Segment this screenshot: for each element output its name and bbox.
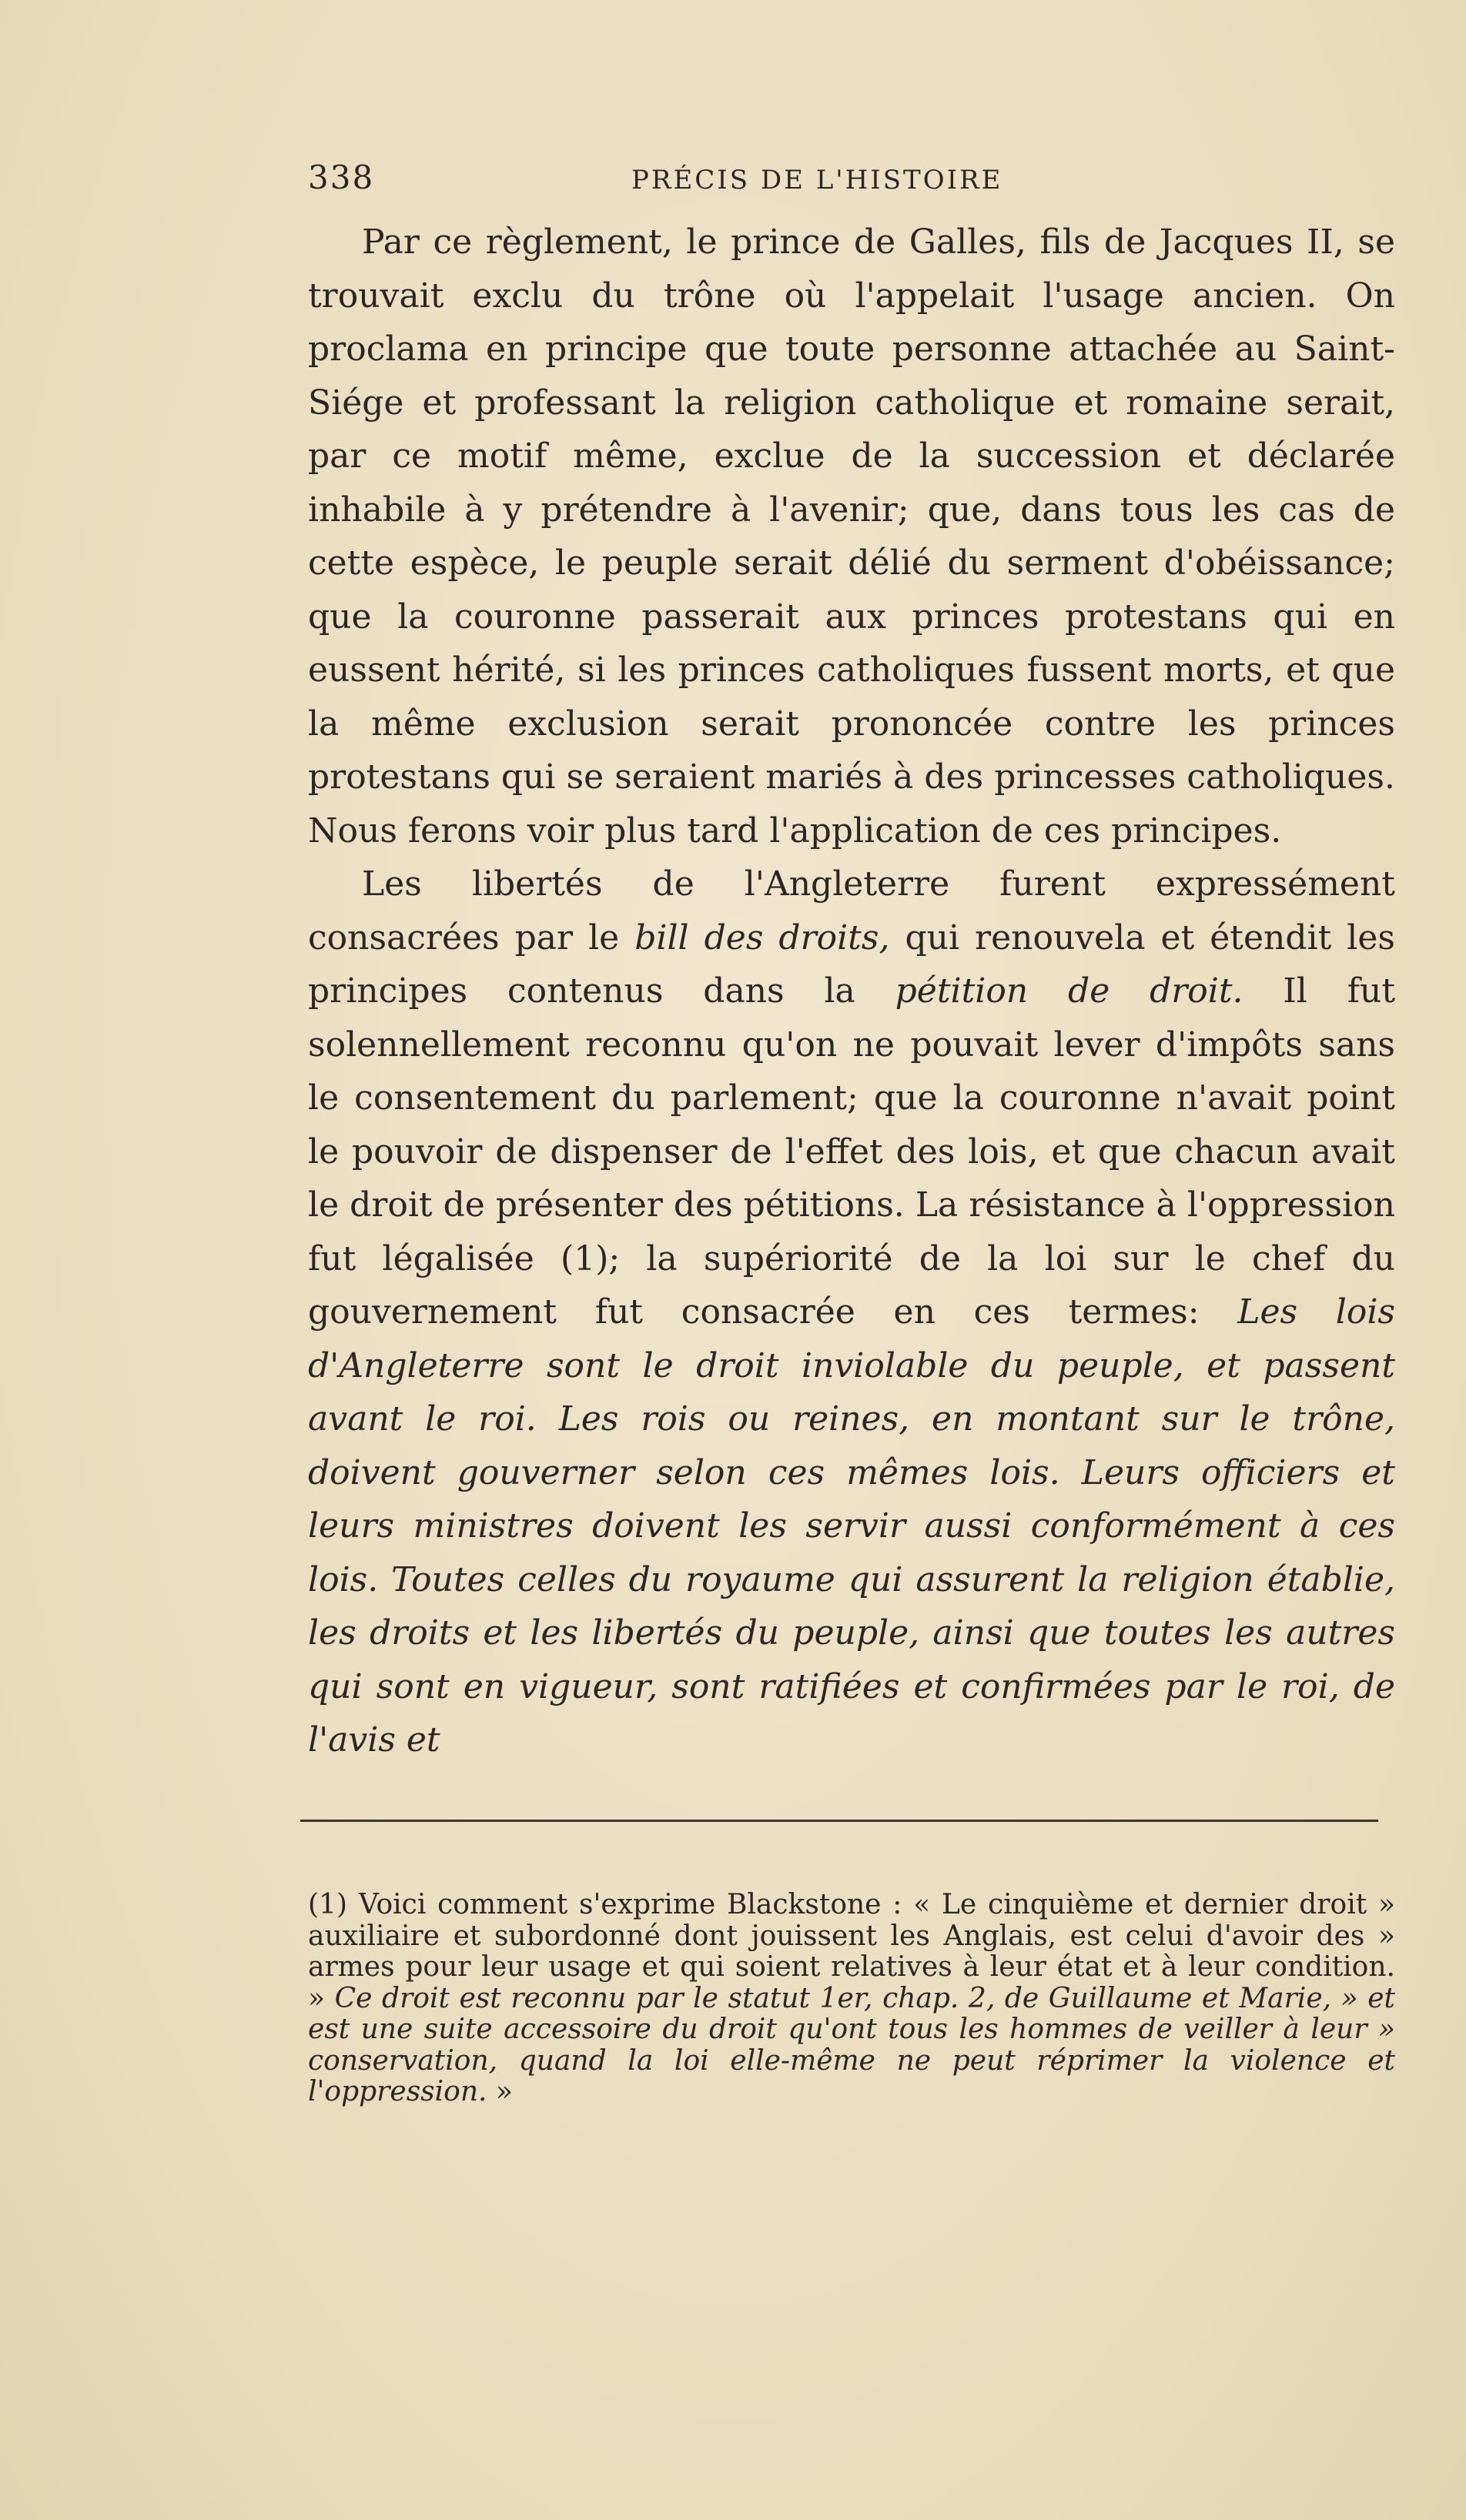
paragraph-2-part-c: Il fut solennellement reconnu qu'on ne pouvait lever d'impôts sans le consentement du parlement; que la couronne n'avait point le pouvoir de dispenser de l'effet des lois, et que chacun avait le droit de présenter des pétitions. La résistance à l'oppression fut légalisée (1); la supériorité de la loi sur le chef du gouvernement fut consacrée en ces termes: bbox=[308, 971, 1396, 1332]
paragraph-2-part-a: Les libertés de l'Angleterre furent expressément consacrées par le bbox=[308, 864, 1395, 958]
footnote-part-c: » bbox=[487, 2076, 513, 2107]
bill-des-droits: bill des droits, bbox=[634, 917, 890, 958]
footnote-divider bbox=[300, 1820, 1378, 1822]
petition-de-droit: pétition de droit. bbox=[895, 971, 1243, 1011]
main-text bbox=[308, 216, 1395, 1767]
footnote bbox=[308, 1890, 1395, 2108]
footnote-part-a: (1) Voici comment s'exprime Blackstone : « Le cinquième et dernier droit » auxiliaire et subordonné dont jouissent les Anglais, est celui d'avoir des » armes pour leur usage et qui soient relatives à leur état et à leur condition. » bbox=[308, 1889, 1395, 2014]
page-number: 338 bbox=[308, 159, 375, 196]
quoted-law: Les lois d'Angleterre sont le droit inviolable du peuple, et passent avant le roi. Les rois ou reines, en montant sur le trône, doivent gouverner selon ces mêmes lois. Leurs officiers et leurs ministres doivent les servir aussi conformément à ces lois. Toutes celles du royaume qui assurent la religion établie, les droits et les libertés du peuple, ainsi que toutes les autres qui sont en vigueur, sont ratifiées et confirmées par le roi, de l'avis et bbox=[308, 1292, 1395, 1760]
paragraph-2 bbox=[308, 857, 1395, 1767]
footnote-text bbox=[308, 1890, 1395, 2108]
paragraph-1: Par ce règlement, le prince de Galles, fils de Jacques II, se trouvait exclu du trône où l'appelait l'usage ancien. On proclama en principe que toute personne attachée au Saint-Siége et professant la religion catholique et romaine serait, par ce motif même, exclue de la succession et déclarée inhabile à y prétendre à l'avenir; que, dans tous les cas de cette espèce, le peuple serait délié du serment d'obéissance; que la couronne passerait aux princes protestans qui en eussent hérité, si les princes catholiques fussent morts, et que la même exclusion serait prononcée contre les princes protestans qui se seraient mariés à des princesses catholiques. Nous ferons voir plus tard l'application de ces principes. bbox=[308, 222, 1395, 851]
running-title: PRÉCIS DE L'HISTOIRE bbox=[631, 165, 1003, 196]
page-header bbox=[308, 159, 1078, 197]
footnote-part-b: Ce droit est reconnu par le statut 1er, chap. 2, de Guillaume et Marie, » et est une suite accessoire du droit qu'ont tous les hommes de veiller à leur » conservation, quand la loi elle-même ne peut réprimer la violence et l'oppression. bbox=[308, 1982, 1396, 2107]
paragraph-2-part-b: qui renouvela et étendit les principes contenus dans la bbox=[308, 917, 1395, 1011]
